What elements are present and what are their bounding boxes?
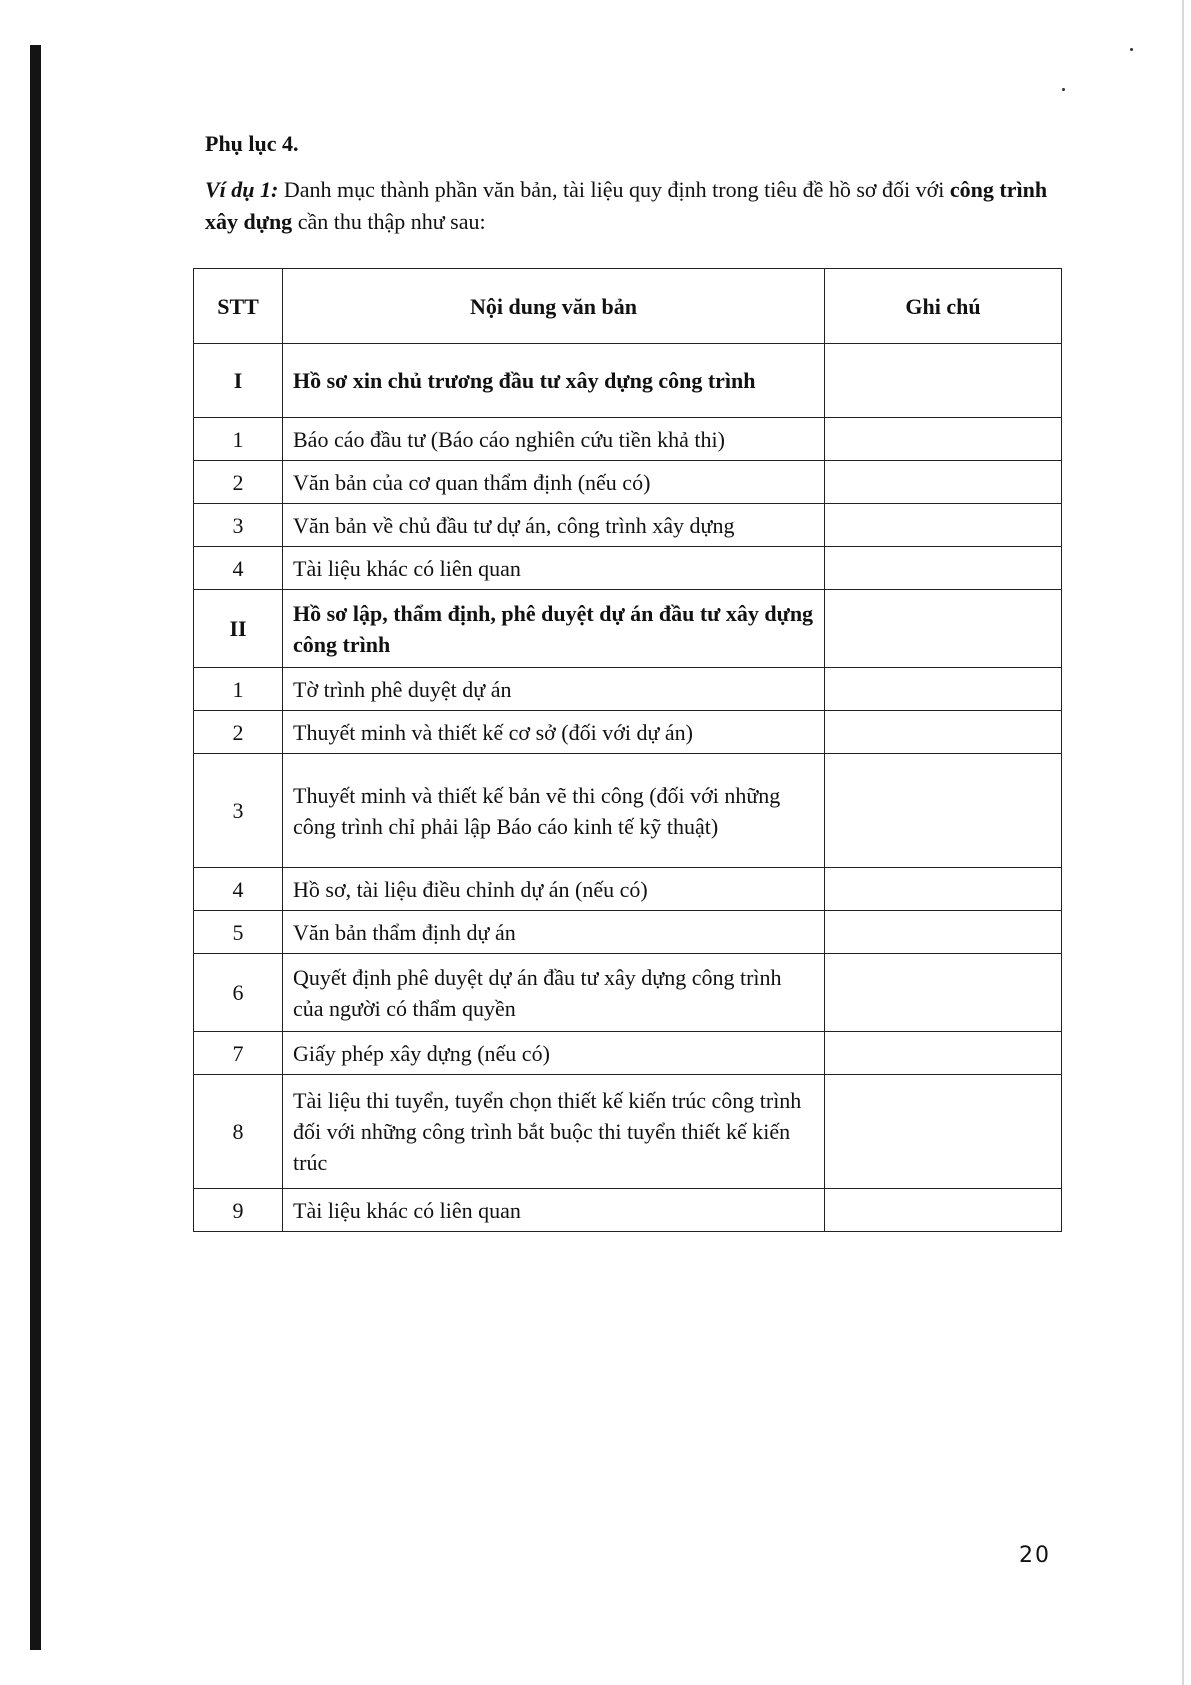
header-note: Ghi chú	[825, 269, 1062, 344]
row-content: Hồ sơ lập, thẩm định, phê duyệt dự án đầu tư xây dựng công trình	[283, 590, 825, 668]
row-content: Hồ sơ xin chủ trương đầu tư xây dựng công trình	[283, 344, 825, 418]
row-note	[825, 954, 1062, 1032]
scan-binding-edge	[30, 45, 41, 1650]
row-stt: 3	[194, 754, 283, 868]
row-content: Thuyết minh và thiết kế cơ sở (đối với dự án)	[283, 711, 825, 754]
document-list-table	[193, 268, 1062, 1232]
row-content: Tài liệu khác có liên quan	[283, 1189, 825, 1232]
row-note	[825, 911, 1062, 954]
row-note	[825, 504, 1062, 547]
row-content: Tờ trình phê duyệt dự án	[283, 668, 825, 711]
table-row	[194, 547, 1062, 590]
row-stt: II	[194, 590, 283, 668]
intro-text-2: cần thu thập như sau:	[292, 209, 486, 234]
table-row	[194, 754, 1062, 868]
row-stt: 7	[194, 1032, 283, 1075]
row-content: Quyết định phê duyệt dự án đầu tư xây dựng công trình của người có thẩm quyền	[283, 954, 825, 1032]
row-content: Giấy phép xây dựng (nếu có)	[283, 1032, 825, 1075]
row-note	[825, 1189, 1062, 1232]
header-content: Nội dung văn bản	[283, 269, 825, 344]
row-stt: 1	[194, 418, 283, 461]
table-row	[194, 504, 1062, 547]
table-header-row	[194, 269, 1062, 344]
section-row	[194, 344, 1062, 418]
table-row	[194, 668, 1062, 711]
row-note	[825, 1075, 1062, 1189]
row-note	[825, 461, 1062, 504]
row-stt: 1	[194, 668, 283, 711]
table-row	[194, 418, 1062, 461]
row-stt: 8	[194, 1075, 283, 1189]
row-content: Tài liệu thi tuyển, tuyển chọn thiết kế kiến trúc công trình đối với những công trình bắt buộc thi tuyển thiết kế kiến trúc	[283, 1075, 825, 1189]
row-content: Văn bản thẩm định dự án	[283, 911, 825, 954]
row-content: Văn bản về chủ đầu tư dự án, công trình xây dựng	[283, 504, 825, 547]
row-note	[825, 547, 1062, 590]
row-note	[825, 711, 1062, 754]
scan-speck	[1062, 88, 1065, 91]
row-stt: 4	[194, 547, 283, 590]
table-row	[194, 1032, 1062, 1075]
row-note	[825, 344, 1062, 418]
row-stt: 9	[194, 1189, 283, 1232]
row-content: Tài liệu khác có liên quan	[283, 547, 825, 590]
row-content: Văn bản của cơ quan thẩm định (nếu có)	[283, 461, 825, 504]
row-note	[825, 668, 1062, 711]
row-content: Báo cáo đầu tư (Báo cáo nghiên cứu tiền khả thi)	[283, 418, 825, 461]
scan-page-edge	[1182, 0, 1184, 1685]
row-note	[825, 418, 1062, 461]
row-stt: I	[194, 344, 283, 418]
table-row	[194, 954, 1062, 1032]
row-stt: 2	[194, 461, 283, 504]
table-row	[194, 1075, 1062, 1189]
row-note	[825, 868, 1062, 911]
page-number: 20	[1019, 1543, 1051, 1568]
intro-emphasis: công trình xây dựng	[205, 177, 1048, 234]
appendix-heading: Phụ lục 4.	[205, 131, 299, 156]
scan-speck	[1130, 48, 1133, 51]
row-note	[825, 754, 1062, 868]
intro-paragraph	[205, 174, 1060, 238]
table-row	[194, 911, 1062, 954]
row-note	[825, 590, 1062, 668]
header-stt: STT	[194, 269, 283, 344]
table-row	[194, 1189, 1062, 1232]
row-stt: 6	[194, 954, 283, 1032]
row-stt: 2	[194, 711, 283, 754]
table-row	[194, 711, 1062, 754]
table-row	[194, 868, 1062, 911]
row-stt: 4	[194, 868, 283, 911]
row-stt: 3	[194, 504, 283, 547]
row-note	[825, 1032, 1062, 1075]
row-content: Thuyết minh và thiết kế bản vẽ thi công (đối với những công trình chỉ phải lập Báo cáo kinh tế kỹ thuật)	[283, 754, 825, 868]
row-content: Hồ sơ, tài liệu điều chỉnh dự án (nếu có)	[283, 868, 825, 911]
section-row	[194, 590, 1062, 668]
table-row	[194, 461, 1062, 504]
intro-text-1: Danh mục thành phần văn bản, tài liệu quy định trong tiêu đề hồ sơ đối với	[278, 177, 950, 202]
row-stt: 5	[194, 911, 283, 954]
example-label: Ví dụ 1:	[205, 177, 279, 202]
